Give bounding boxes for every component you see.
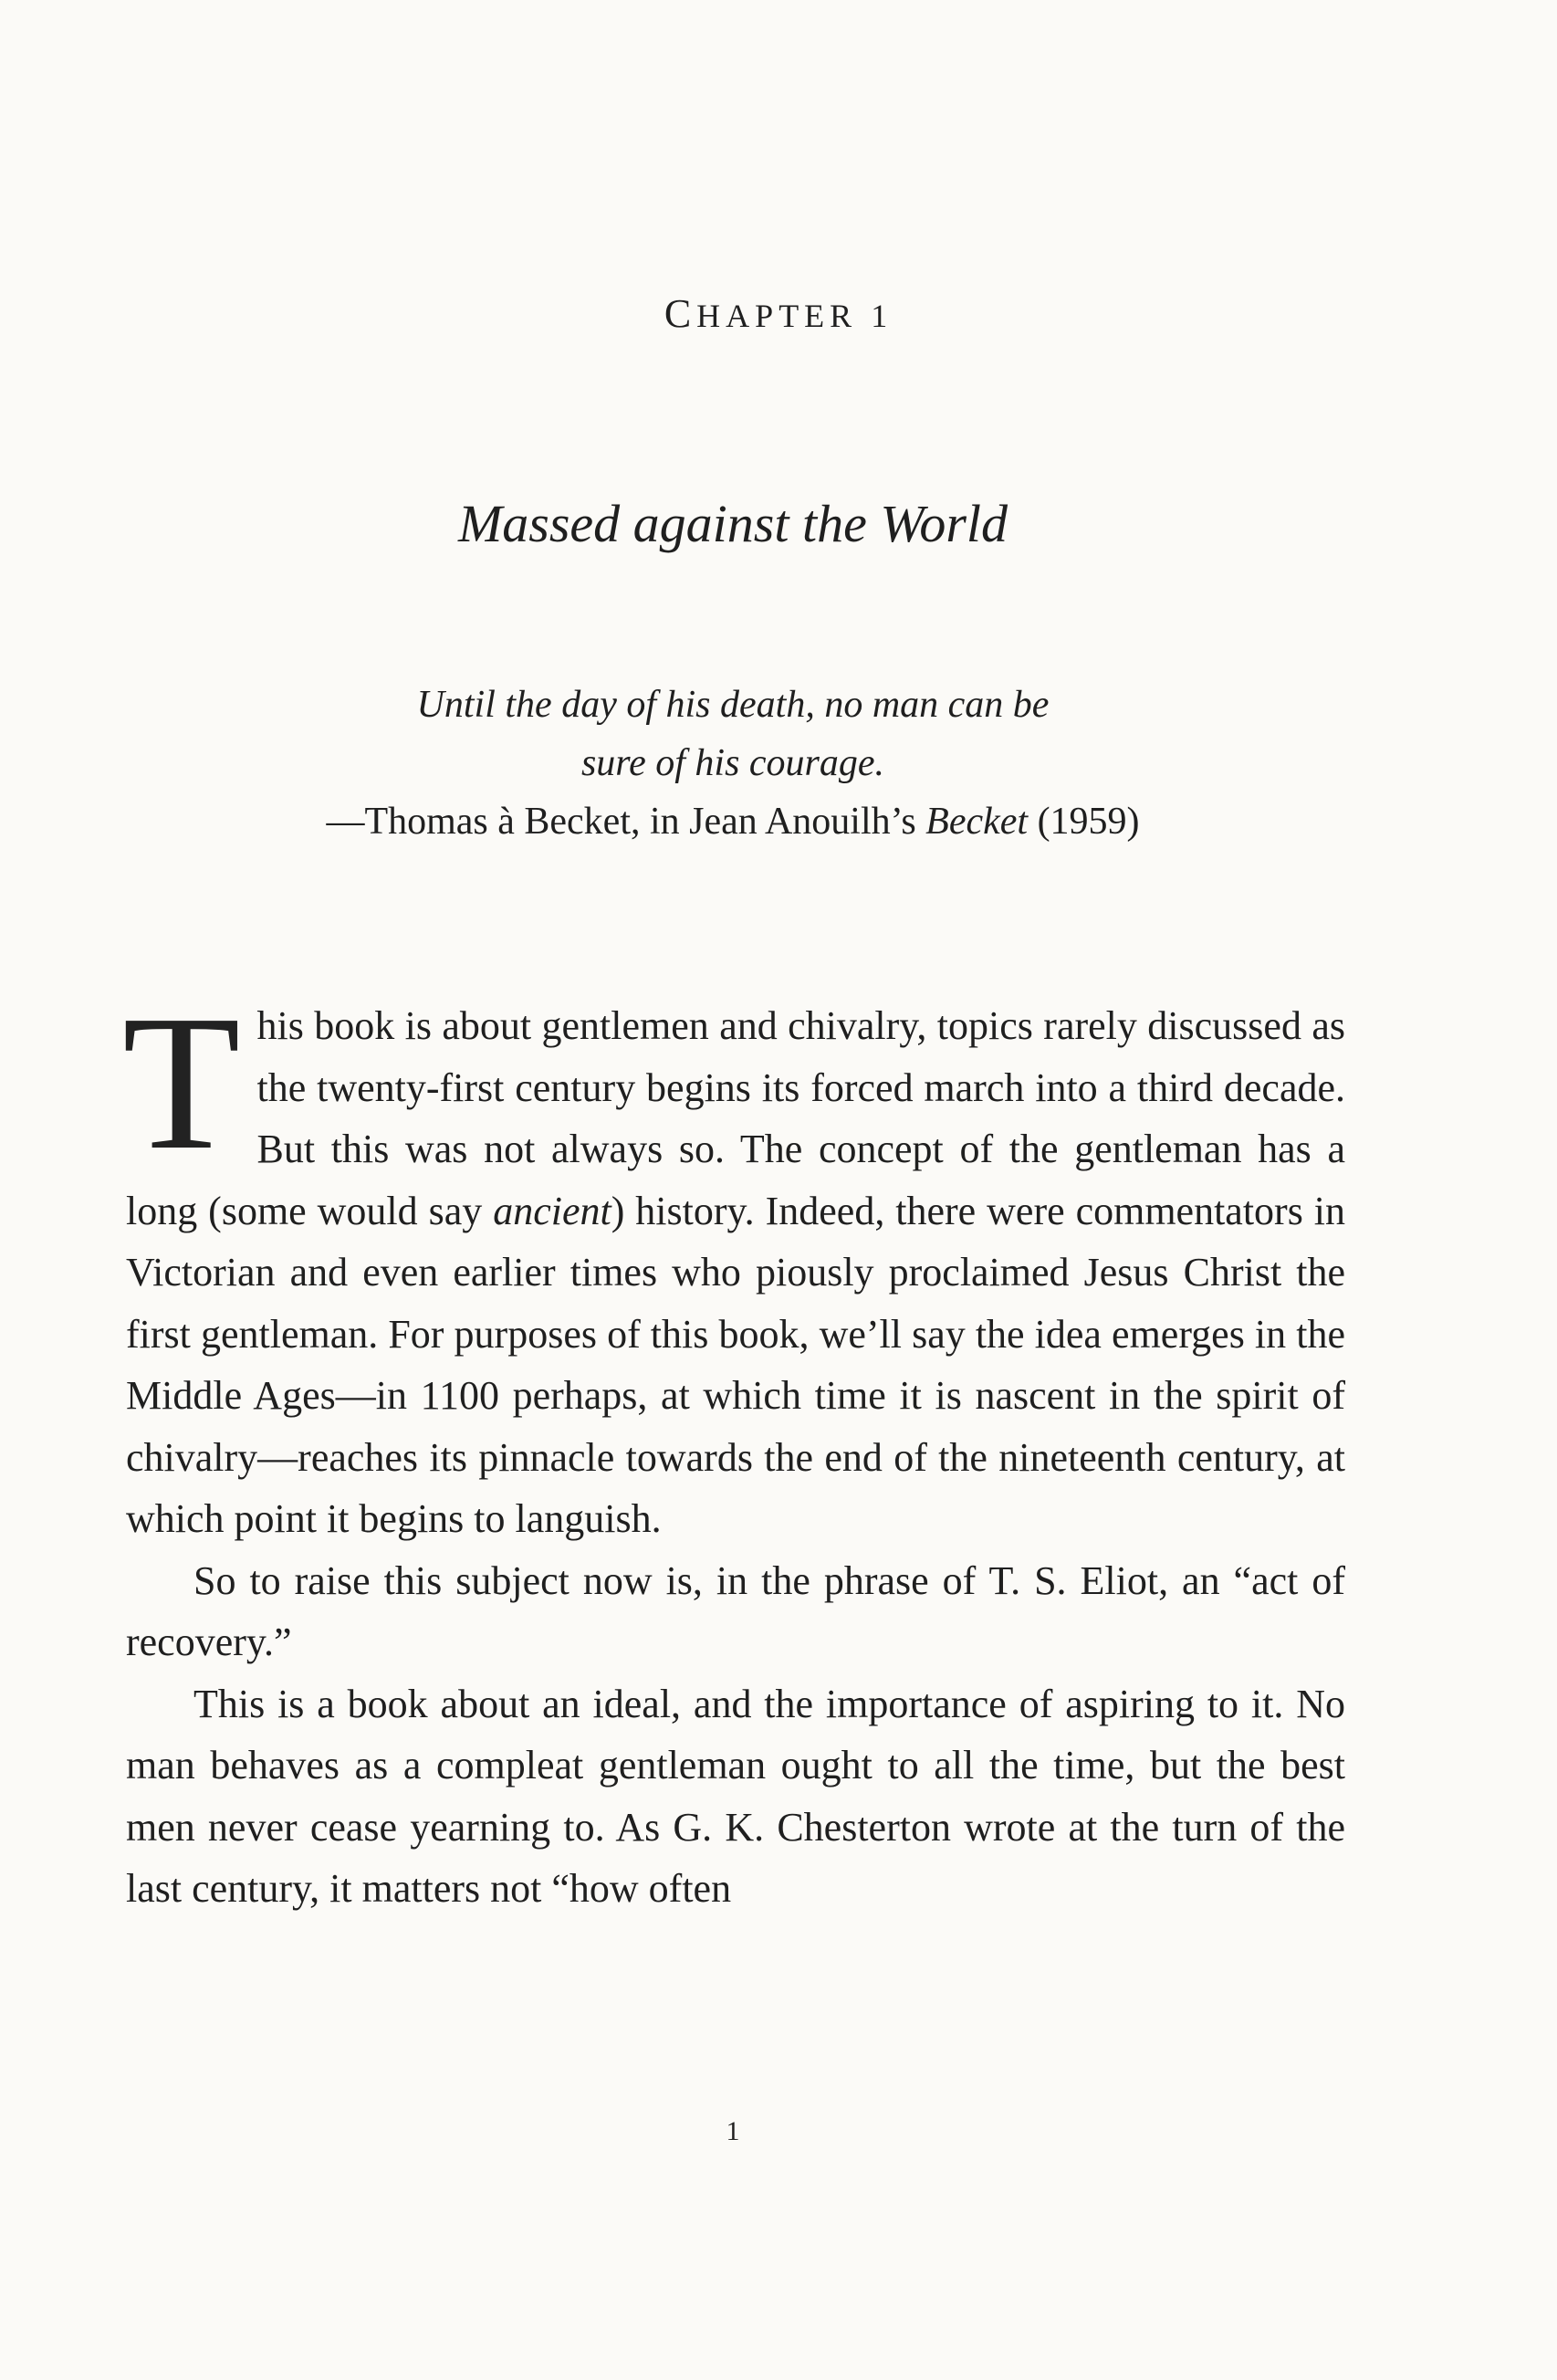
paragraph-2: So to raise this subject now is, in the phrase of T. S. Eliot, an “act of recovery.” bbox=[126, 1557, 1345, 1664]
chapter-title: Massed against the World bbox=[457, 494, 1008, 553]
epigraph bbox=[0, 676, 1466, 851]
paragraph-1-text-a: his book is about gentlemen and chivalry, topics rarely discussed as the twenty-first century begins its forced march into a third decade. But this was not always so. The concept of the gentleman has a long (some would say bbox=[126, 1003, 1345, 1233]
drop-cap: T bbox=[122, 975, 241, 1190]
chapter-label: CHAPTER 1 bbox=[664, 291, 893, 336]
paragraph-1-text-b: ) history. Indeed, there were commentators in Victorian and even earlier times who piously proclaimed Jesus Christ the first gentleman. For purposes of this book, we’ll say the idea emerges in the Middle Ages—in 1100 perhaps, at which time it is nascent in the spirit of chivalry—reaches its pinnacle towards the end of the nineteenth century, at which point it begins to languish. bbox=[126, 1188, 1346, 1541]
paragraph-1 bbox=[122, 975, 1346, 1550]
epigraph-attribution bbox=[0, 792, 1466, 851]
page-number: 1 bbox=[726, 2116, 740, 2146]
body-text bbox=[122, 975, 1346, 1920]
epigraph-line-2: sure of his courage. bbox=[580, 742, 885, 784]
epigraph-line-1: Until the day of his death, no man can be bbox=[416, 684, 1050, 726]
attribution-work: Becket bbox=[925, 801, 1029, 843]
paragraph-1-emphasis: ancient bbox=[493, 1188, 611, 1233]
paragraph-3: This is a book about an ideal, and the importance of aspiring to it. No man behaves as a compleat gentleman ought to all the time, but the best men never cease yearning to. As G. K. Chesterton wrote at the turn of the last century, it matters not “how often bbox=[126, 1681, 1345, 1911]
attribution-suffix: (1959) bbox=[1028, 801, 1140, 843]
attribution-prefix: —Thomas à Becket, in Jean Anouilh’s bbox=[326, 801, 926, 843]
